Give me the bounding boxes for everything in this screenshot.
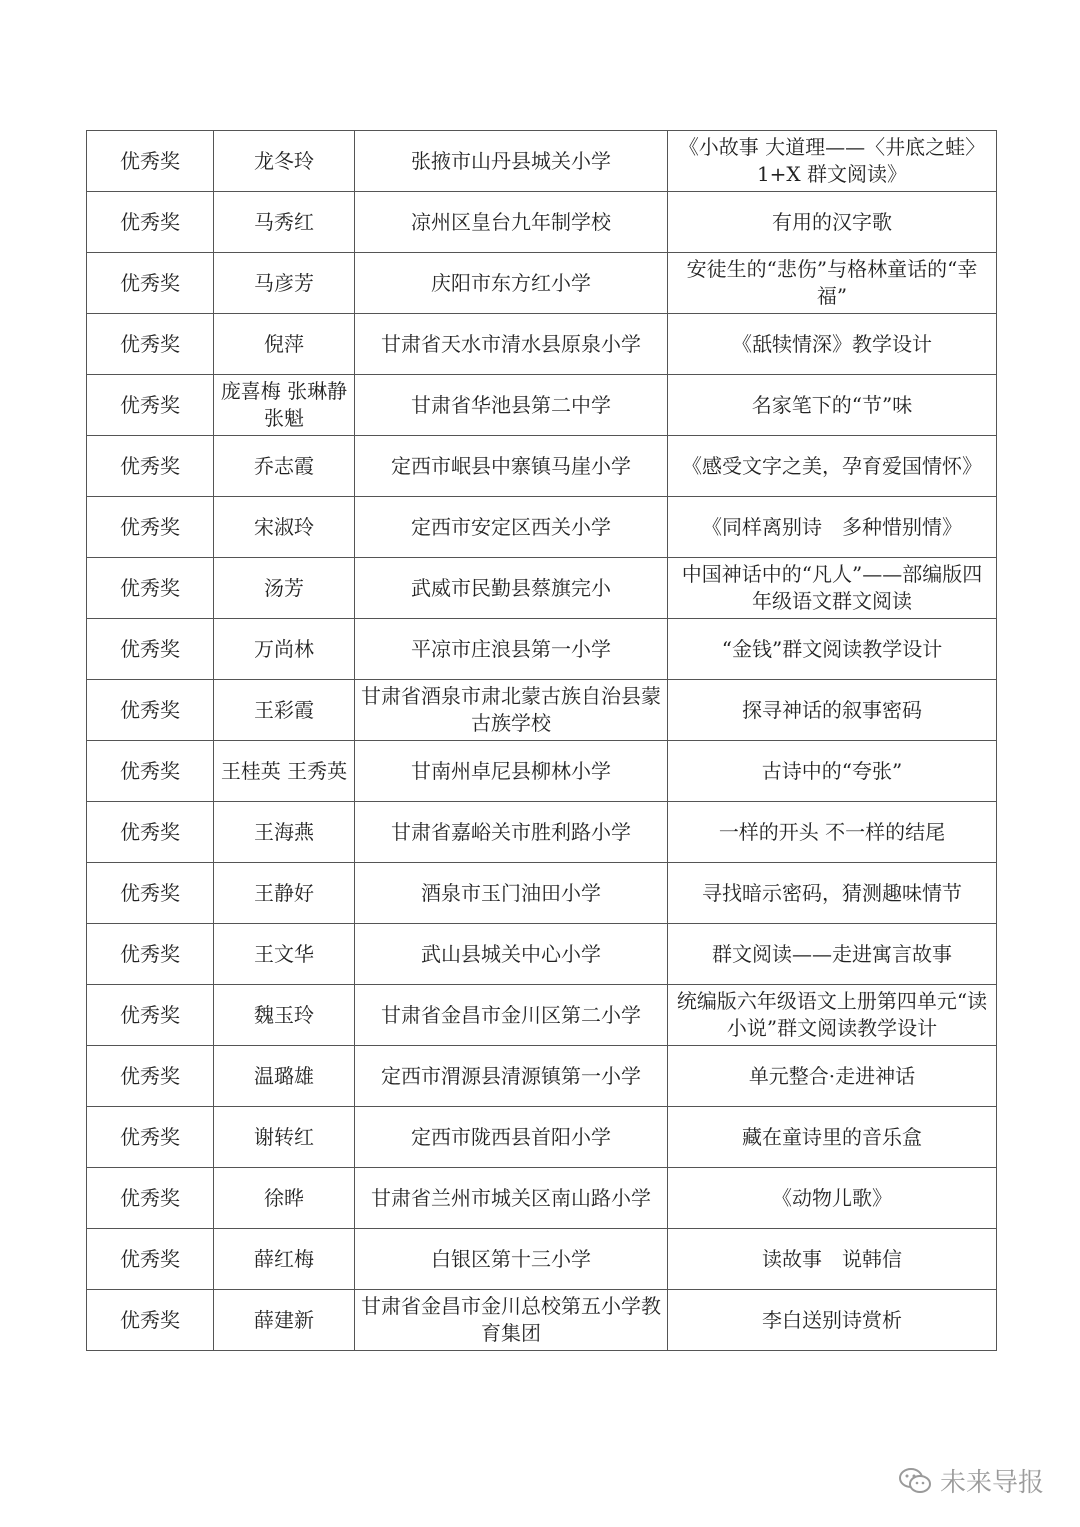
school-cell <box>355 1290 668 1351</box>
title-cell-text: 李白送别诗赏析 <box>762 1307 902 1332</box>
title-cell <box>668 1168 997 1229</box>
name-cell <box>214 985 355 1046</box>
school-cell-text: 甘肃省酒泉市肃北蒙古族自治县蒙古族学校 <box>361 684 661 735</box>
award-cell-text: 优秀奖 <box>120 1124 180 1149</box>
award-cell <box>87 1046 214 1107</box>
title-cell-text: 寻找暗示密码，猜测趣味情节 <box>702 880 962 905</box>
school-cell-text: 甘肃省华池县第二中学 <box>411 392 611 417</box>
table-row <box>87 863 997 924</box>
title-cell <box>668 1107 997 1168</box>
award-cell <box>87 375 214 436</box>
title-cell <box>668 741 997 802</box>
wechat-icon <box>898 1466 932 1496</box>
name-cell-text: 谢转红 <box>254 1124 314 1149</box>
award-cell-text: 优秀奖 <box>120 1246 180 1271</box>
table-row <box>87 558 997 619</box>
table-row <box>87 924 997 985</box>
award-cell <box>87 253 214 314</box>
name-cell-text: 徐晔 <box>264 1185 304 1210</box>
table-row <box>87 131 997 192</box>
name-cell <box>214 497 355 558</box>
award-cell-text: 优秀奖 <box>120 1063 180 1088</box>
award-table <box>86 130 997 1351</box>
name-cell-text: 马秀红 <box>254 209 314 234</box>
name-cell <box>214 558 355 619</box>
title-cell-text: 《舐犊情深》教学设计 <box>732 331 932 356</box>
award-cell <box>87 1107 214 1168</box>
school-cell <box>355 619 668 680</box>
award-cell <box>87 802 214 863</box>
name-cell-text: 王彩霞 <box>254 697 314 722</box>
name-cell <box>214 1229 355 1290</box>
name-cell <box>214 802 355 863</box>
table-row <box>87 436 997 497</box>
title-cell-text: 《感受文字之美，孕育爱国情怀》 <box>682 453 982 478</box>
school-cell <box>355 436 668 497</box>
school-cell-text: 白银区第十三小学 <box>431 1246 591 1271</box>
name-cell <box>214 1290 355 1351</box>
name-cell-text: 龙冬玲 <box>254 148 314 173</box>
award-cell-text: 优秀奖 <box>120 1307 180 1332</box>
name-cell-text: 薛建新 <box>254 1307 314 1332</box>
name-cell-text: 汤芳 <box>264 575 304 600</box>
table-row <box>87 375 997 436</box>
school-cell <box>355 314 668 375</box>
table-row <box>87 1107 997 1168</box>
table-row <box>87 680 997 741</box>
award-cell <box>87 863 214 924</box>
school-cell-text: 酒泉市玉门油田小学 <box>421 880 601 905</box>
school-cell-text: 定西市安定区西关小学 <box>411 514 611 539</box>
title-cell <box>668 192 997 253</box>
table-row <box>87 802 997 863</box>
title-cell <box>668 985 997 1046</box>
award-cell-text: 优秀奖 <box>120 270 180 295</box>
title-cell <box>668 436 997 497</box>
title-cell-text: 安徒生的“悲伤”与格林童话的“幸福” <box>686 257 978 308</box>
name-cell-text: 乔志霞 <box>254 453 314 478</box>
name-cell-text: 王海燕 <box>254 819 314 844</box>
award-cell-text: 优秀奖 <box>120 453 180 478</box>
school-cell-text: 甘肃省嘉峪关市胜利路小学 <box>391 819 631 844</box>
school-cell-text: 甘肃省兰州市城关区南山路小学 <box>371 1185 651 1210</box>
school-cell-text: 张掖市山丹县城关小学 <box>411 148 611 173</box>
name-cell <box>214 619 355 680</box>
title-cell <box>668 619 997 680</box>
title-cell <box>668 680 997 741</box>
title-cell-text: 古诗中的“夸张” <box>761 758 903 783</box>
title-cell-text: 藏在童诗里的音乐盒 <box>742 1124 922 1149</box>
name-cell <box>214 741 355 802</box>
award-cell-text: 优秀奖 <box>120 209 180 234</box>
award-cell-text: 优秀奖 <box>120 758 180 783</box>
title-cell-text: 读故事 说韩信 <box>762 1246 902 1271</box>
award-cell <box>87 497 214 558</box>
title-cell <box>668 1290 997 1351</box>
award-cell-text: 优秀奖 <box>120 1185 180 1210</box>
award-cell <box>87 680 214 741</box>
award-cell-text: 优秀奖 <box>120 514 180 539</box>
title-cell <box>668 924 997 985</box>
award-cell <box>87 741 214 802</box>
title-cell-text: 探寻神话的叙事密码 <box>742 697 922 722</box>
table-row <box>87 619 997 680</box>
school-cell <box>355 1107 668 1168</box>
school-cell <box>355 497 668 558</box>
school-cell-text: 凉州区皇台九年制学校 <box>411 209 611 234</box>
school-cell-text: 武山县城关中心小学 <box>421 941 601 966</box>
name-cell-text: 庞喜梅 张琳静 张魁 <box>220 379 348 430</box>
name-cell <box>214 680 355 741</box>
school-cell <box>355 192 668 253</box>
school-cell <box>355 558 668 619</box>
name-cell <box>214 1107 355 1168</box>
award-cell <box>87 192 214 253</box>
title-cell <box>668 802 997 863</box>
award-cell <box>87 131 214 192</box>
school-cell <box>355 924 668 985</box>
school-cell-text: 定西市渭源县清源镇第一小学 <box>381 1063 641 1088</box>
school-cell-text: 庆阳市东方红小学 <box>431 270 591 295</box>
name-cell-text: 温璐雄 <box>254 1063 314 1088</box>
name-cell-text: 薛红梅 <box>254 1246 314 1271</box>
title-cell <box>668 558 997 619</box>
watermark-text: 未来导报 <box>939 1468 1044 1498</box>
title-cell-text: 单元整合·走进神话 <box>748 1063 916 1088</box>
award-cell-text: 优秀奖 <box>120 392 180 417</box>
table-row <box>87 741 997 802</box>
school-cell <box>355 863 668 924</box>
name-cell-text: 魏玉玲 <box>254 1002 314 1027</box>
title-cell-text: 《小故事 大道理——〈井底之蛙〉1+X 群文阅读》 <box>678 135 986 186</box>
award-cell <box>87 314 214 375</box>
award-cell-text: 优秀奖 <box>120 636 180 661</box>
school-cell <box>355 802 668 863</box>
title-cell-text: 有用的汉字歌 <box>772 209 892 234</box>
name-cell-text: 倪萍 <box>264 331 304 356</box>
award-cell <box>87 619 214 680</box>
table-row <box>87 1229 997 1290</box>
award-cell-text: 优秀奖 <box>120 941 180 966</box>
title-cell <box>668 497 997 558</box>
name-cell-text: 王文华 <box>254 941 314 966</box>
award-cell <box>87 1290 214 1351</box>
table-row <box>87 1168 997 1229</box>
school-cell-text: 定西市岷县中寨镇马崖小学 <box>391 453 631 478</box>
table-row <box>87 985 997 1046</box>
school-cell-text: 武威市民勤县蔡旗完小 <box>411 575 611 600</box>
school-cell <box>355 680 668 741</box>
award-cell <box>87 924 214 985</box>
name-cell <box>214 375 355 436</box>
award-cell <box>87 1168 214 1229</box>
title-cell-text: “金钱”群文阅读教学设计 <box>721 636 943 661</box>
title-cell <box>668 1229 997 1290</box>
table-row <box>87 1046 997 1107</box>
title-cell <box>668 131 997 192</box>
title-cell-text: 《动物儿歌》 <box>772 1185 892 1210</box>
title-cell-text: 名家笔下的“节”味 <box>751 392 913 417</box>
school-cell-text: 甘肃省金昌市金川区第二小学 <box>381 1002 641 1027</box>
name-cell-text: 王静好 <box>254 880 314 905</box>
school-cell <box>355 253 668 314</box>
title-cell-text: 一样的开头 不一样的结尾 <box>718 819 946 844</box>
title-cell-text: 中国神话中的“凡人”——部编版四年级语文群文阅读 <box>681 562 983 613</box>
title-cell <box>668 375 997 436</box>
school-cell-text: 甘肃省金昌市金川总校第五小学教育集团 <box>361 1294 661 1345</box>
school-cell <box>355 1046 668 1107</box>
award-cell <box>87 558 214 619</box>
award-cell-text: 优秀奖 <box>120 575 180 600</box>
school-cell <box>355 1168 668 1229</box>
name-cell <box>214 1046 355 1107</box>
name-cell-text: 王桂英 王秀英 <box>220 758 348 783</box>
school-cell <box>355 1229 668 1290</box>
name-cell-text: 马彦芳 <box>254 270 314 295</box>
table-row <box>87 1290 997 1351</box>
table-body <box>87 131 997 1351</box>
title-cell-text: 统编版六年级语文上册第四单元“读小说”群文阅读教学设计 <box>676 989 988 1040</box>
school-cell <box>355 375 668 436</box>
award-cell-text: 优秀奖 <box>120 1002 180 1027</box>
name-cell <box>214 924 355 985</box>
school-cell <box>355 741 668 802</box>
award-cell-text: 优秀奖 <box>120 697 180 722</box>
title-cell-text: 群文阅读——走进寓言故事 <box>712 941 952 966</box>
award-cell-text: 优秀奖 <box>120 331 180 356</box>
title-cell <box>668 1046 997 1107</box>
title-cell <box>668 253 997 314</box>
table-row <box>87 314 997 375</box>
title-cell-text: 《同样离别诗 多种惜别情》 <box>702 514 962 539</box>
award-cell-text: 优秀奖 <box>120 819 180 844</box>
name-cell-text: 宋淑玲 <box>254 514 314 539</box>
name-cell <box>214 863 355 924</box>
name-cell <box>214 253 355 314</box>
name-cell-text: 万尚林 <box>254 636 314 661</box>
table-row <box>87 253 997 314</box>
name-cell <box>214 436 355 497</box>
school-cell-text: 平凉市庄浪县第一小学 <box>411 636 611 661</box>
award-cell <box>87 436 214 497</box>
table-row <box>87 497 997 558</box>
award-cell-text: 优秀奖 <box>120 880 180 905</box>
title-cell <box>668 314 997 375</box>
school-cell-text: 定西市陇西县首阳小学 <box>411 1124 611 1149</box>
name-cell <box>214 314 355 375</box>
award-cell-text: 优秀奖 <box>120 148 180 173</box>
title-cell <box>668 863 997 924</box>
school-cell-text: 甘南州卓尼县柳林小学 <box>411 758 611 783</box>
award-cell <box>87 1229 214 1290</box>
school-cell <box>355 131 668 192</box>
watermark <box>898 1462 1044 1499</box>
name-cell <box>214 1168 355 1229</box>
table-row <box>87 192 997 253</box>
school-cell-text: 甘肃省天水市清水县原泉小学 <box>381 331 641 356</box>
name-cell <box>214 192 355 253</box>
school-cell <box>355 985 668 1046</box>
award-cell <box>87 985 214 1046</box>
name-cell <box>214 131 355 192</box>
